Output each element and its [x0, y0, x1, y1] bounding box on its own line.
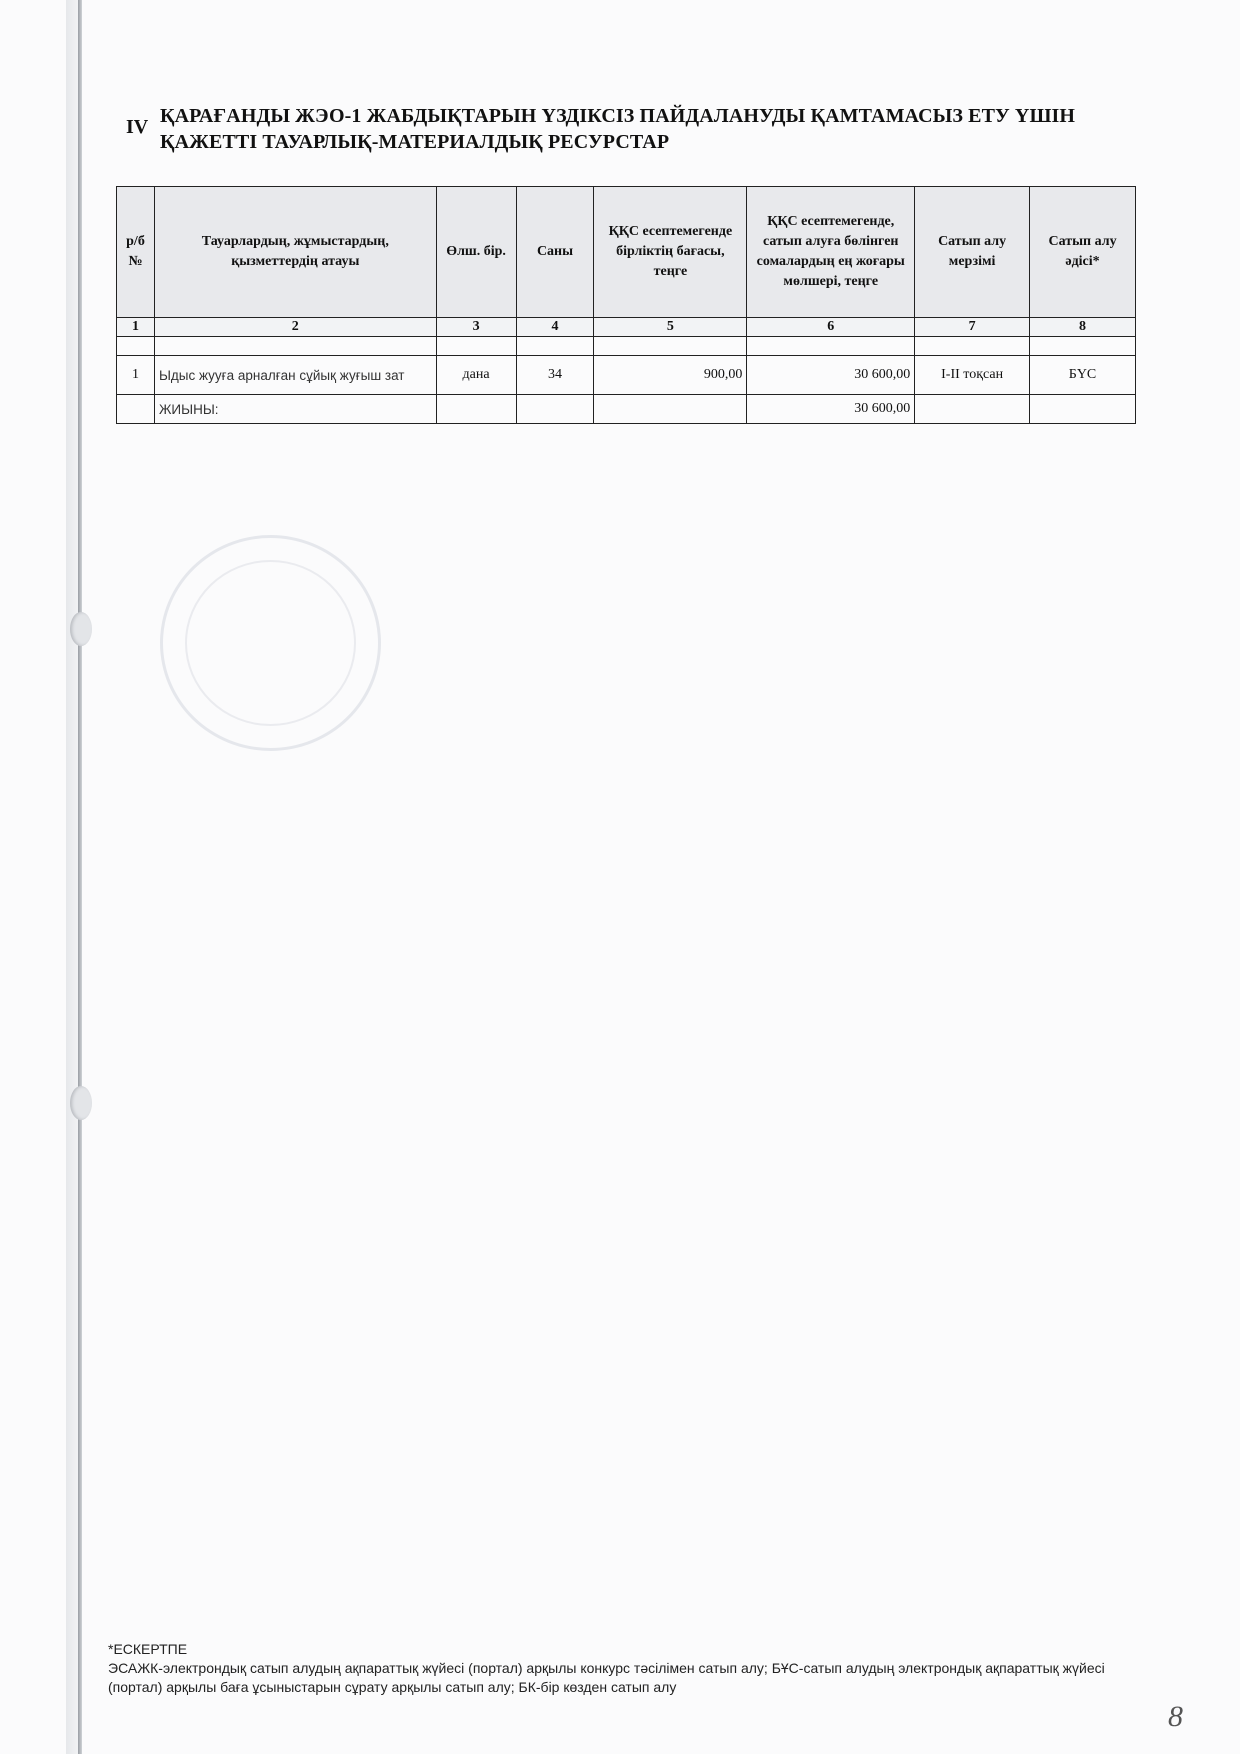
section-title: [160, 103, 1075, 155]
column-number: 4: [516, 318, 594, 337]
col-header-unit: Өлш. бір.: [436, 187, 516, 318]
empty-cell: [117, 395, 155, 424]
table-row: [117, 356, 1136, 395]
empty-cell: [1030, 337, 1136, 356]
punch-hole: [70, 612, 92, 646]
empty-cell: [516, 337, 594, 356]
column-number: 3: [436, 318, 516, 337]
empty-cell: [594, 395, 747, 424]
footnote-text: ЭСАЖК-электрондық сатып алудың ақпараттық жүйесі (портал) арқылы конкурс тәсілімен сатып алу; БҰС-сатып алудың электрондық ақпараттық жүйесі (портал) арқылы баға ұсыныстарын сұрату арқылы сатып алу; БК-бір көзден сатып алу: [108, 1660, 1105, 1695]
footnote-title: *ЕСКЕРТПЕ: [108, 1641, 188, 1657]
resources-table: [116, 186, 1136, 424]
column-number: 5: [594, 318, 747, 337]
col-header-price: ҚҚС есептемегенде бірліктің бағасы, теңге: [594, 187, 747, 318]
item-method: БҮС: [1030, 356, 1136, 395]
section-header: [126, 103, 1126, 155]
empty-row: [117, 337, 1136, 356]
empty-cell: [117, 337, 155, 356]
col-header-period: Сатып алу мерзімі: [915, 187, 1030, 318]
empty-cell: [436, 395, 516, 424]
col-header-method: Сатып алу әдісі*: [1030, 187, 1136, 318]
item-amount: 30 600,00: [747, 356, 915, 395]
empty-cell: [915, 337, 1030, 356]
column-number: 7: [915, 318, 1030, 337]
empty-cell: [594, 337, 747, 356]
column-number: 2: [154, 318, 436, 337]
empty-cell: [747, 337, 915, 356]
empty-cell: [1030, 395, 1136, 424]
empty-cell: [516, 395, 594, 424]
title-line-1: ҚАРАҒАНДЫ ЖЭО-1 ЖАБДЫҚТАРЫН ҮЗДІКСІЗ ПАЙДАЛАНУДЫ ҚАМТАМАСЫЗ ЕТУ ҮШІН: [160, 105, 1076, 127]
header-row: [117, 187, 1136, 318]
column-number: 6: [747, 318, 915, 337]
col-header-amount: ҚҚС есептемегенде, сатып алуға бөлінген сомалардың ең жоғары мөлшері, теңге: [747, 187, 915, 318]
item-unit-price: 900,00: [594, 356, 747, 395]
punch-hole: [70, 1086, 92, 1120]
column-number: 8: [1030, 318, 1136, 337]
faded-stamp: [160, 535, 381, 751]
item-unit: дана: [436, 356, 516, 395]
column-number-row: [117, 318, 1136, 337]
footnote: [108, 1640, 1138, 1697]
title-line-2: ҚАЖЕТТІ ТАУАРЛЫҚ-МАТЕРИАЛДЫҚ РЕСУРСТАР: [160, 131, 670, 153]
item-name: Ыдыс жууға арналған сұйық жуғыш зат: [154, 356, 436, 395]
binding-edge: [78, 0, 82, 1754]
item-period: I-II тоқсан: [915, 356, 1030, 395]
item-quantity: 34: [516, 356, 594, 395]
section-number: IV: [126, 115, 149, 138]
empty-cell: [436, 337, 516, 356]
binding-shadow: [66, 0, 78, 1754]
empty-cell: [915, 395, 1030, 424]
total-row: [117, 395, 1136, 424]
col-header-name: Тауарлардың, жұмыстардың, қызметтердің атауы: [154, 187, 436, 318]
total-amount: 30 600,00: [747, 395, 915, 424]
col-header-no: р/б №: [117, 187, 155, 318]
column-number: 1: [117, 318, 155, 337]
col-header-qty: Саны: [516, 187, 594, 318]
total-label: ЖИЫНЫ:: [154, 395, 436, 424]
empty-cell: [154, 337, 436, 356]
page-number: 8: [1168, 1700, 1183, 1733]
row-number: 1: [117, 356, 155, 395]
